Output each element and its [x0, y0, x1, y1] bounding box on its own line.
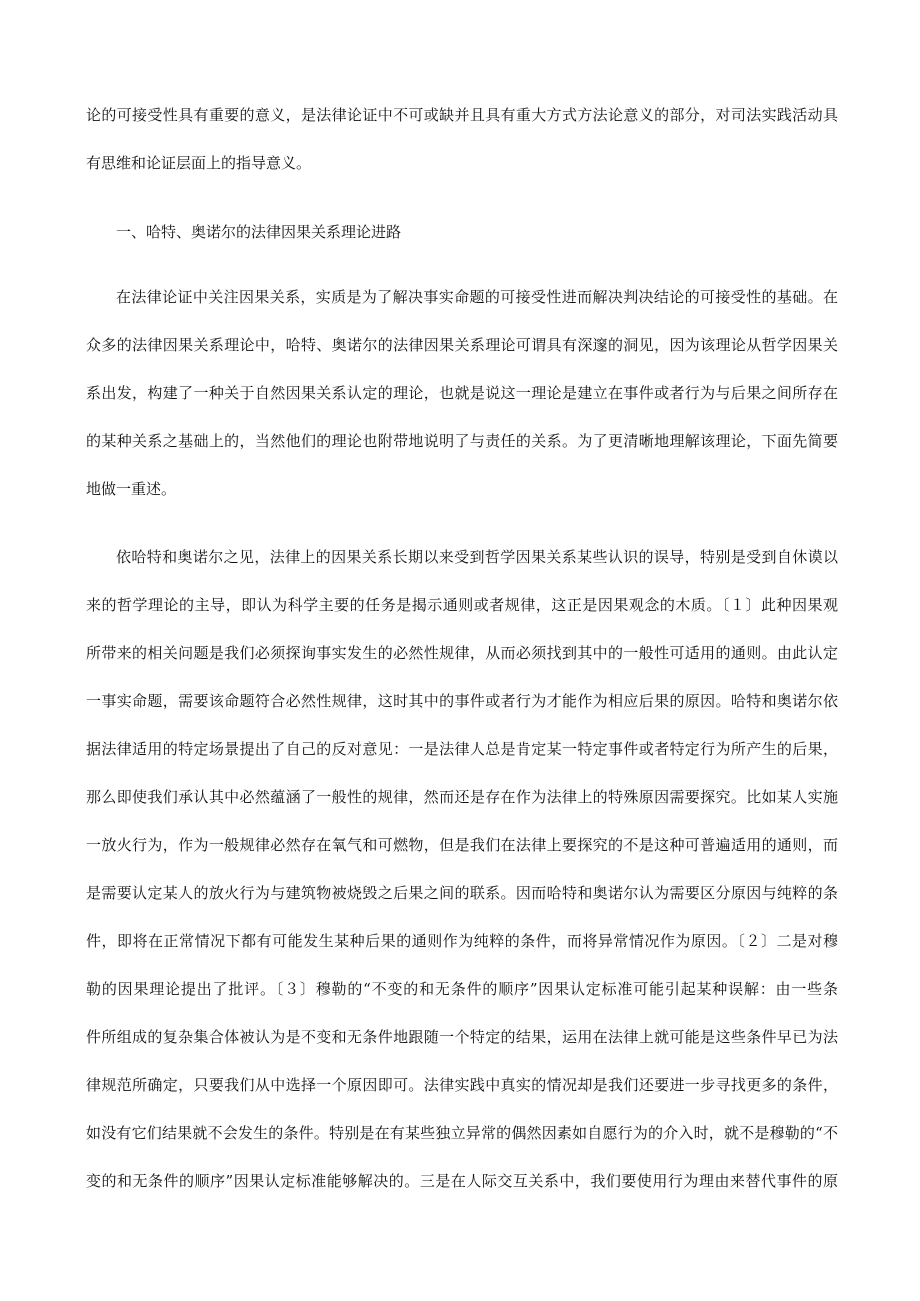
- paragraph2-line-1: 依哈特和奥诺尔之见，法律上的因果关系长期以来受到哲学因果关系某些认识的误导，特别是受到自休谟以: [116, 548, 838, 566]
- paragraph2-line-12: 律规范所确定，只要我们从中选择一个原因即可。法律实践中真实的情况却是我们还要进一步寻找更多的条件，: [86, 1076, 838, 1094]
- intro-line-1: 论的可接受性具有重要的意义，是法律论证中不可或缺并且具有重大方式方法论意义的部分，对司法实践活动具: [86, 106, 838, 124]
- paragraph2-line-8: 是需要认定某人的放火行为与建筑物被烧毁之后果之间的联系。因而哈特和奥诺尔认为需要区分原因与纯粹的条: [86, 884, 838, 902]
- intro-line-2: 有思维和论证层面上的指导意义。: [86, 154, 312, 172]
- paragraph2-line-2: 来的哲学理论的主导，即认为科学主要的任务是揭示通则或者规律，这正是因果观念的木质。〔１〕此种因果观: [86, 596, 838, 614]
- paragraph2-line-11: 件所组成的复杂集合体被认为是不变和无条件地跟随一个特定的结果，运用在法律上就可能是这些条件早已为法: [86, 1028, 838, 1046]
- paragraph2-line-10: 勒的因果理论提出了批评。〔３〕穆勒的“不变的和无条件的顺序”因果认定标准可能引起某种误解：由一些条: [86, 980, 838, 998]
- paragraph2-line-6: 那么即使我们承认其中必然蕴涵了一般性的规律，然而还是存在作为法律上的特殊原因需要探究。比如某人实施: [86, 788, 838, 806]
- paragraph1-line-1: 在法律论证中关注因果关系，实质是为了解决事实命题的可接受性进而解决判决结论的可接受性的基础。在: [116, 288, 838, 306]
- paragraph1-line-2: 众多的法律因果关系理论中，哈特、奥诺尔的法律因果关系理论可谓具有深邃的洞见，因为该理论从哲学因果关: [86, 336, 838, 354]
- paragraph2-line-5: 据法律适用的特定场景提出了自己的反对意见：一是法律人总是肯定某一特定事件或者特定行为所产生的后果，: [86, 740, 838, 758]
- paragraph1-line-3: 系出发，构建了一种关于自然因果关系认定的理论，也就是说这一理论是建立在事件或者行为与后果之间所存在: [86, 384, 838, 402]
- paragraph2-line-3: 所带来的相关问题是我们必须探询事实发生的必然性规律，从而必须找到其中的一般性可适用的通则。由此认定: [86, 644, 838, 662]
- paragraph1-line-5: 地做一重述。: [86, 480, 177, 498]
- paragraph2-line-7: 一放火行为，作为一般规律必然存在氧气和可燃物，但是我们在法律上要探究的不是这种可普遍适用的通则，而: [86, 836, 838, 854]
- paragraph2-line-13: 如没有它们结果就不会发生的条件。特别是在有某些独立异常的偶然因素如自愿行为的介入时，就不是穆勒的“不: [86, 1124, 838, 1142]
- paragraph2-line-14: 变的和无条件的顺序”因果认定标准能够解决的。三是在人际交互关系中，我们要使用行为理由来替代事件的原: [86, 1172, 838, 1190]
- paragraph2-line-4: 一事实命题，需要该命题符合必然性规律，这时其中的事件或者行为才能作为相应后果的原因。哈特和奥诺尔依: [86, 692, 838, 710]
- paragraph2-line-9: 件，即将在正常情况下都有可能发生某种后果的通则作为纯粹的条件，而将异常情况作为原因。〔２〕二是对穆: [86, 932, 838, 950]
- section-heading: 一、哈特、奥诺尔的法律因果关系理论进路: [116, 223, 402, 241]
- paragraph1-line-4: 的某种关系之基础上的，当然他们的理论也附带地说明了与责任的关系。为了更清晰地理解该理论，下面先简要: [86, 432, 838, 450]
